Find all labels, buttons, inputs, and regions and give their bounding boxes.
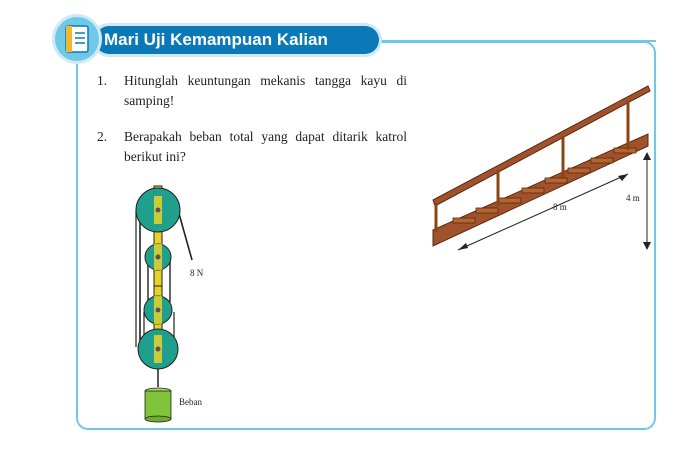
- load-label: Beban: [179, 397, 202, 407]
- question-number: 2.: [97, 129, 108, 144]
- question-text: Hitunglah keuntungan mekanis tangga kayu di samping!: [124, 73, 407, 108]
- height-label: 4 m: [626, 193, 640, 203]
- question-2: [97, 127, 417, 169]
- length-label: 8 m: [553, 202, 567, 212]
- staircase-diagram: [428, 82, 658, 254]
- question-number: 1.: [97, 73, 108, 88]
- force-label: 8 N: [190, 268, 204, 278]
- notebook-icon: [63, 24, 91, 54]
- question-text: Berapakah beban total yang dapat ditarik katrol berikut ini?: [124, 129, 407, 164]
- question-1: [97, 71, 417, 113]
- header-rule: [380, 40, 656, 42]
- section-title: Mari Uji Kemampuan Kalian: [104, 30, 328, 49]
- pulley-diagram: [128, 182, 208, 424]
